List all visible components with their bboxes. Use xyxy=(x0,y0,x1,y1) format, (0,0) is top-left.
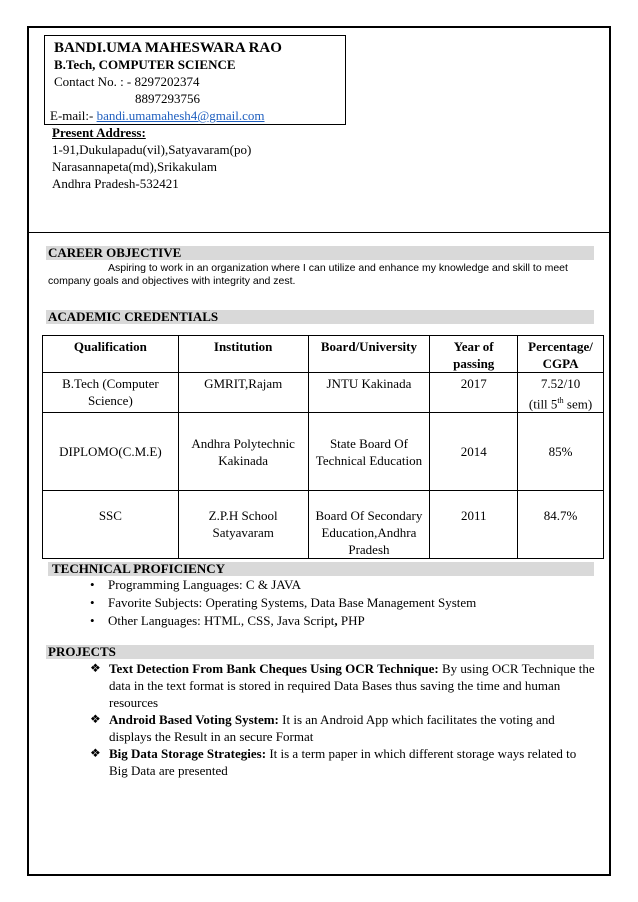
table-header-row xyxy=(43,336,604,373)
score-note-pre: (till 5 xyxy=(528,396,558,412)
cell-score: 85% xyxy=(518,413,604,491)
diamond-bullet-icon: ❖ xyxy=(90,746,101,760)
score-value: 7.52/10 xyxy=(540,376,581,391)
cell-qualification: B.Tech (Computer Science) xyxy=(43,373,179,413)
cell-qualification: DIPLOMO(C.M.E) xyxy=(43,413,179,491)
cell-board: Board Of Secondary Education,Andhra Pradesh xyxy=(308,491,430,559)
list-item: ❖ Android Based Voting System: It is an Android App which facilitates the voting and displays the Result in an secure Format xyxy=(90,712,555,744)
cell-board: JNTU Kakinada xyxy=(308,373,430,413)
list-item: • Programming Languages: C & JAVA xyxy=(90,577,302,592)
cell-board: State Board Of Technical Education xyxy=(308,413,430,491)
score-note xyxy=(521,392,600,412)
list-item: • Other Languages: HTML, CSS, Java Script, PHP xyxy=(90,613,365,628)
bullet-icon: • xyxy=(90,595,95,610)
list-item: • Favorite Subjects: Operating Systems, Data Base Management System xyxy=(90,595,477,610)
cell-institution: Z.P.H School Satyavaram xyxy=(178,491,308,559)
academic-credentials-heading: ACADEMIC CREDENTIALS xyxy=(46,310,594,324)
col-institution: Institution xyxy=(178,336,308,373)
phone-1: 8297202374 xyxy=(134,74,200,89)
score-note-sup: th xyxy=(557,396,564,405)
col-year: Year of passing xyxy=(430,336,518,373)
projects-list xyxy=(90,660,596,779)
address-label: Present Address: xyxy=(52,125,146,140)
header-box xyxy=(44,35,346,125)
diamond-bullet-icon: ❖ xyxy=(90,712,101,726)
email-link[interactable]: bandi.umamahesh4@gmail.com xyxy=(96,108,265,123)
phone-line-2 xyxy=(54,90,345,107)
present-address xyxy=(52,124,251,192)
contact-line xyxy=(54,73,345,90)
table-row xyxy=(43,413,604,491)
list-item: ❖ Big Data Storage Strategies: It is a term paper in which different storage ways related to Big Data are presented xyxy=(90,746,577,778)
diamond-bullet-icon: ❖ xyxy=(90,661,101,675)
contact-label: Contact No. : - xyxy=(54,74,132,89)
cell-institution: GMRIT,Rajam xyxy=(178,373,308,413)
address-line-1: 1-91,Dukulapadu(vil),Satyavaram(po) xyxy=(52,142,252,157)
cell-institution: Andhra Polytechnic Kakinada xyxy=(178,413,308,491)
col-percentage: Percentage/ CGPA xyxy=(518,336,604,373)
bullet-icon: • xyxy=(90,577,95,592)
technical-proficiency-heading: TECHNICAL PROFICIENCY xyxy=(48,562,594,576)
table-row xyxy=(43,373,604,413)
cell-year: 2017 xyxy=(430,373,518,413)
email-line xyxy=(50,107,345,124)
cell-year: 2011 xyxy=(430,491,518,559)
cell-qualification: SSC xyxy=(43,491,179,559)
phone-2: 8897293756 xyxy=(135,91,200,106)
email-label: E-mail:- xyxy=(50,108,94,123)
col-board: Board/University xyxy=(308,336,430,373)
cell-score xyxy=(518,373,604,413)
career-objective-text xyxy=(48,262,594,288)
cell-score: 84.7% xyxy=(518,491,604,559)
cell-year: 2014 xyxy=(430,413,518,491)
score-note-post: sem) xyxy=(563,396,593,412)
candidate-name: BANDI.UMA MAHESWARA RAO xyxy=(54,40,282,56)
address-line-2: Narasannapeta(md),Srikakulam xyxy=(52,159,217,174)
bullet-icon: • xyxy=(90,613,95,628)
col-qualification: Qualification xyxy=(43,336,179,373)
career-objective-body: Aspiring to work in an organization where I can utilize and enhance my knowledge and skill to meet company goals and objectives with integrity and zest. xyxy=(48,262,568,287)
career-objective-heading: CAREER OBJECTIVE xyxy=(46,246,594,260)
technical-list xyxy=(90,576,476,630)
projects-heading: PROJECTS xyxy=(46,645,594,659)
academic-table xyxy=(42,335,604,559)
degree: B.Tech, COMPUTER SCIENCE xyxy=(54,57,236,72)
address-line-3: Andhra Pradesh-532421 xyxy=(52,176,179,191)
divider xyxy=(27,232,611,233)
list-item: ❖ Text Detection From Bank Cheques Using OCR Technique: By using OCR Technique the data in the text format is stored in required Data Bases thus saving the time and human resources xyxy=(90,661,595,710)
table-row xyxy=(43,491,604,559)
